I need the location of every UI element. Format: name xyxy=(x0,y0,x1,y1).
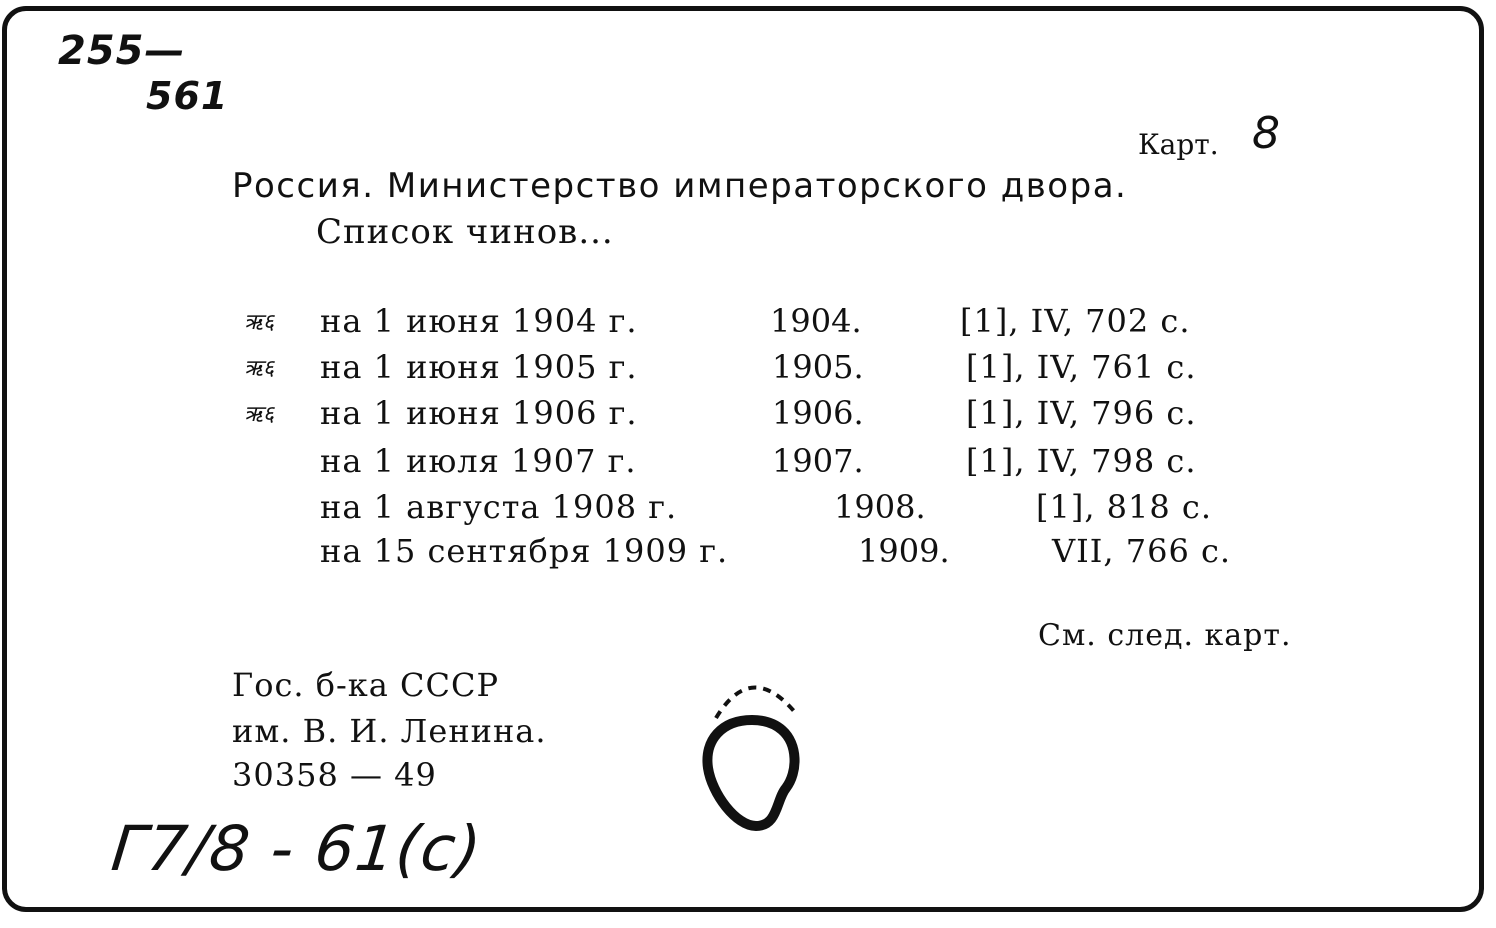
entry-volume: [1], 818 с. xyxy=(1036,488,1213,526)
see-next-card: См. след. карт. xyxy=(1038,618,1292,653)
handwritten-card-number: 8 xyxy=(1252,108,1280,159)
entry-volume: VII, 766 с. xyxy=(1052,532,1232,570)
handwritten-code-top: 255— xyxy=(58,28,186,74)
handwritten-code-sub: 561 xyxy=(146,74,229,118)
library-line-1: Гос. б-ка СССР xyxy=(232,666,500,704)
entry-date: на 15 сентября 1909 г. xyxy=(320,532,729,570)
entry-year: 1909. xyxy=(858,532,950,570)
catalog-subtitle: Список чинов... xyxy=(316,212,614,252)
entry-year: 1908. xyxy=(834,488,926,526)
catalog-heading: Россия. Министерство императорского двора. xyxy=(232,166,1128,206)
entry-row xyxy=(0,348,1496,392)
entry-date: на 1 июля 1907 г. xyxy=(320,442,637,480)
entry-row xyxy=(0,394,1496,438)
entry-mark: ऋ६ xyxy=(244,310,275,335)
entry-volume: [1], IV, 796 с. xyxy=(966,394,1197,432)
entry-date: на 1 июня 1904 г. xyxy=(320,302,638,340)
library-line-2: им. В. И. Ленина. xyxy=(232,712,547,750)
library-line-3: 30358 — 49 xyxy=(232,756,437,794)
entry-mark: ऋ६ xyxy=(244,356,275,381)
entry-year: 1907. xyxy=(772,442,864,480)
entry-date: на 1 августа 1908 г. xyxy=(320,488,678,526)
card-label: Карт. xyxy=(1138,128,1219,161)
entry-year: 1904. xyxy=(770,302,862,340)
entry-row xyxy=(0,488,1496,532)
entry-date: на 1 июня 1905 г. xyxy=(320,348,638,386)
entry-row xyxy=(0,302,1496,346)
entry-row xyxy=(0,532,1496,576)
entry-year: 1905. xyxy=(772,348,864,386)
entry-volume: [1], IV, 702 с. xyxy=(960,302,1191,340)
entry-mark: ऋ६ xyxy=(244,402,275,427)
entry-year: 1906. xyxy=(772,394,864,432)
entry-date: на 1 июня 1906 г. xyxy=(320,394,638,432)
entry-volume: [1], IV, 761 с. xyxy=(966,348,1197,386)
entry-row xyxy=(0,442,1496,486)
entry-volume: [1], IV, 798 с. xyxy=(966,442,1197,480)
punch-hole-icon xyxy=(702,668,812,838)
handwritten-shelfmark: Г7/8 - 61(с) xyxy=(108,812,486,885)
